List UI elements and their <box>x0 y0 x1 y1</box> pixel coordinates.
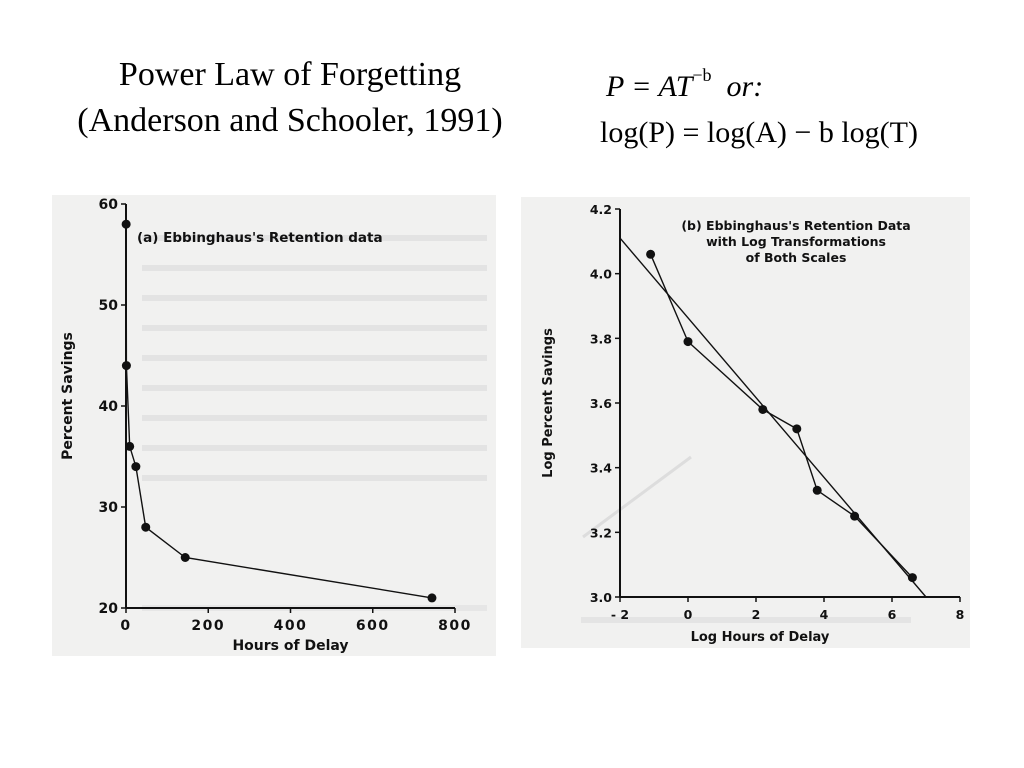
data-point <box>646 250 655 259</box>
chart-b-svg <box>521 197 970 648</box>
y-tick-label: 3.6 <box>589 396 612 411</box>
chart-a-background <box>52 195 496 656</box>
formula-line-2: log(P) = log(A) − b log(T) <box>600 116 918 149</box>
formula-base: P = AT <box>606 70 693 103</box>
x-tick-label: 2 <box>751 607 761 622</box>
data-point <box>131 462 140 471</box>
chart-panel-a <box>52 195 496 656</box>
x-tick-label: 400 <box>273 618 308 634</box>
ghost-line <box>142 325 487 331</box>
x-tick-label: 200 <box>191 618 226 634</box>
chart-panel-b <box>521 197 970 648</box>
slide-title-line-2: (Anderson and Schooler, 1991) <box>77 102 503 139</box>
ghost-line <box>142 295 487 301</box>
data-point <box>181 553 190 562</box>
ghost-line <box>142 355 487 361</box>
y-tick-label: 60 <box>98 197 118 213</box>
data-point <box>122 220 131 229</box>
y-tick-label: 3.8 <box>589 331 612 347</box>
y-tick-label: 50 <box>98 298 118 314</box>
data-point <box>125 442 134 451</box>
y-tick-label: 3.0 <box>589 590 612 605</box>
ghost-line <box>142 265 487 271</box>
ghost-line <box>142 445 487 451</box>
y-axis-label: Percent Savings <box>60 332 76 460</box>
y-tick-label: 3.4 <box>589 460 612 476</box>
formula-exponent: −b <box>692 65 712 85</box>
slide-title <box>30 52 550 144</box>
y-tick-label: 20 <box>98 601 118 617</box>
chart-title-line: with Log Transformations <box>706 234 886 249</box>
power-law-formula <box>600 56 918 156</box>
x-axis-label: Log Hours of Delay <box>690 630 830 645</box>
x-tick-label: 800 <box>438 618 472 634</box>
formula-or: or: <box>726 70 764 103</box>
x-tick-label: 8 <box>955 607 965 622</box>
data-point <box>141 523 150 532</box>
chart-title-line: (a) Ebbinghaus's Retention data <box>137 230 383 246</box>
data-point <box>908 573 917 582</box>
x-tick-label: 4 <box>819 607 829 622</box>
ghost-line <box>142 385 487 391</box>
x-tick-label: 600 <box>355 618 390 634</box>
chart-title-line: (b) Ebbinghaus's Retention Data <box>681 218 911 233</box>
data-point <box>792 424 801 433</box>
data-point <box>850 512 859 521</box>
y-tick-label: 4.0 <box>589 266 612 282</box>
chart-title-line: of Both Scales <box>745 250 847 265</box>
data-point <box>427 593 436 602</box>
x-tick-label: 0 <box>683 607 693 622</box>
y-axis-label: Log Percent Savings <box>541 328 556 478</box>
ghost-line <box>581 617 911 623</box>
data-point <box>758 405 767 414</box>
y-tick-label: 4.2 <box>589 202 612 217</box>
x-tick-label: 0 <box>120 618 132 634</box>
y-tick-label: 40 <box>98 399 118 415</box>
slide-title-line-1: Power Law of Forgetting <box>118 56 462 93</box>
y-tick-label: 30 <box>98 500 118 516</box>
formula-line-1 <box>606 56 918 110</box>
data-point <box>813 486 822 495</box>
chart-a-svg <box>52 195 496 656</box>
x-axis-label: Hours of Delay <box>232 638 349 654</box>
y-tick-label: 3.2 <box>589 525 612 541</box>
ghost-line <box>142 415 487 421</box>
ghost-line <box>142 475 487 481</box>
x-tick-label: - 2 <box>610 607 630 622</box>
x-tick-label: 6 <box>887 607 897 622</box>
data-point <box>684 337 693 346</box>
data-point <box>122 361 131 370</box>
